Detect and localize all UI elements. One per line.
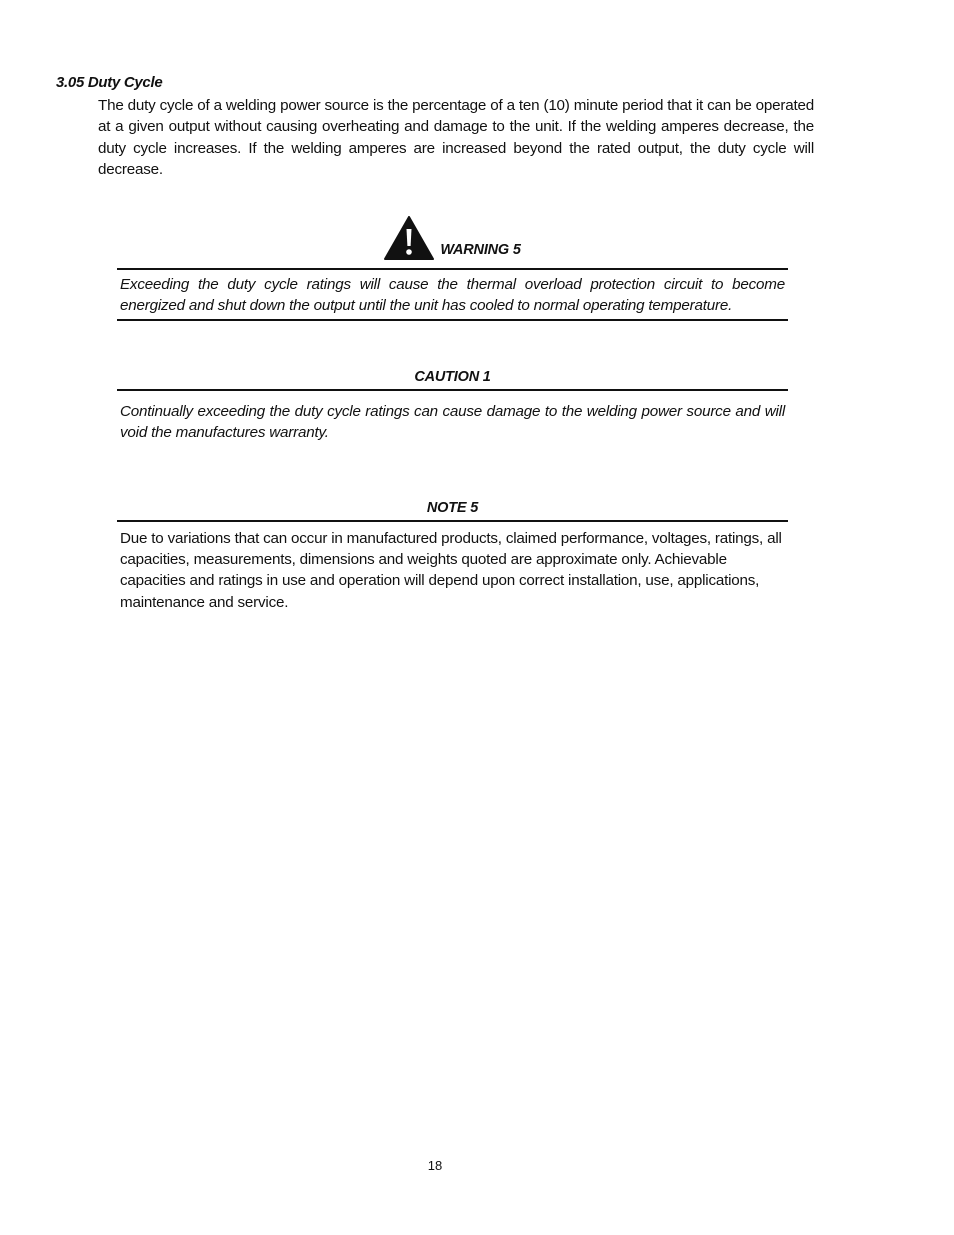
duty-cycle-paragraph: The duty cycle of a welding power source is the percentage of a ten (10) minute period that it can be operated at a given output without causing overheating and damage to the unit. If the welding amperes decrease, the duty cycle increases. If the welding amperes are increased beyond the rated output, the duty cycle will decrease. (98, 97, 814, 178)
section-heading: 3.05 Duty Cycle (56, 74, 163, 91)
warning-top-rule (117, 268, 788, 270)
caution-rule (117, 389, 788, 391)
caution-text: Continually exceeding the duty cycle ratings can cause damage to the welding power source and will void the manufactures warranty. (120, 403, 785, 442)
note-rule (117, 520, 788, 522)
warning-triangle-icon (384, 216, 434, 260)
warning-bottom-rule (117, 319, 788, 321)
warning-header (117, 214, 788, 260)
warning-title: WARNING 5 (440, 242, 521, 258)
note-title: NOTE 5 (426, 500, 479, 516)
page-number: 18 (427, 1158, 443, 1173)
note-box (117, 499, 788, 613)
warning-box (117, 214, 788, 321)
warning-text: Exceeding the duty cycle ratings will cause the thermal overload protection circuit to become energized and shut down the output until the unit has cooled to normal operating temperature. (120, 276, 785, 315)
note-text: Due to variations that can occur in manufactured products, claimed performance, voltages, ratings, all capacities, measurements, dimensions and weights quoted are approximate only. Achievable capacities and ratings in use and operation will depend upon correct installation, use, applications, maintenance and service. (120, 530, 782, 611)
caution-box (117, 368, 788, 443)
caution-title: CAUTION 1 (414, 369, 491, 385)
